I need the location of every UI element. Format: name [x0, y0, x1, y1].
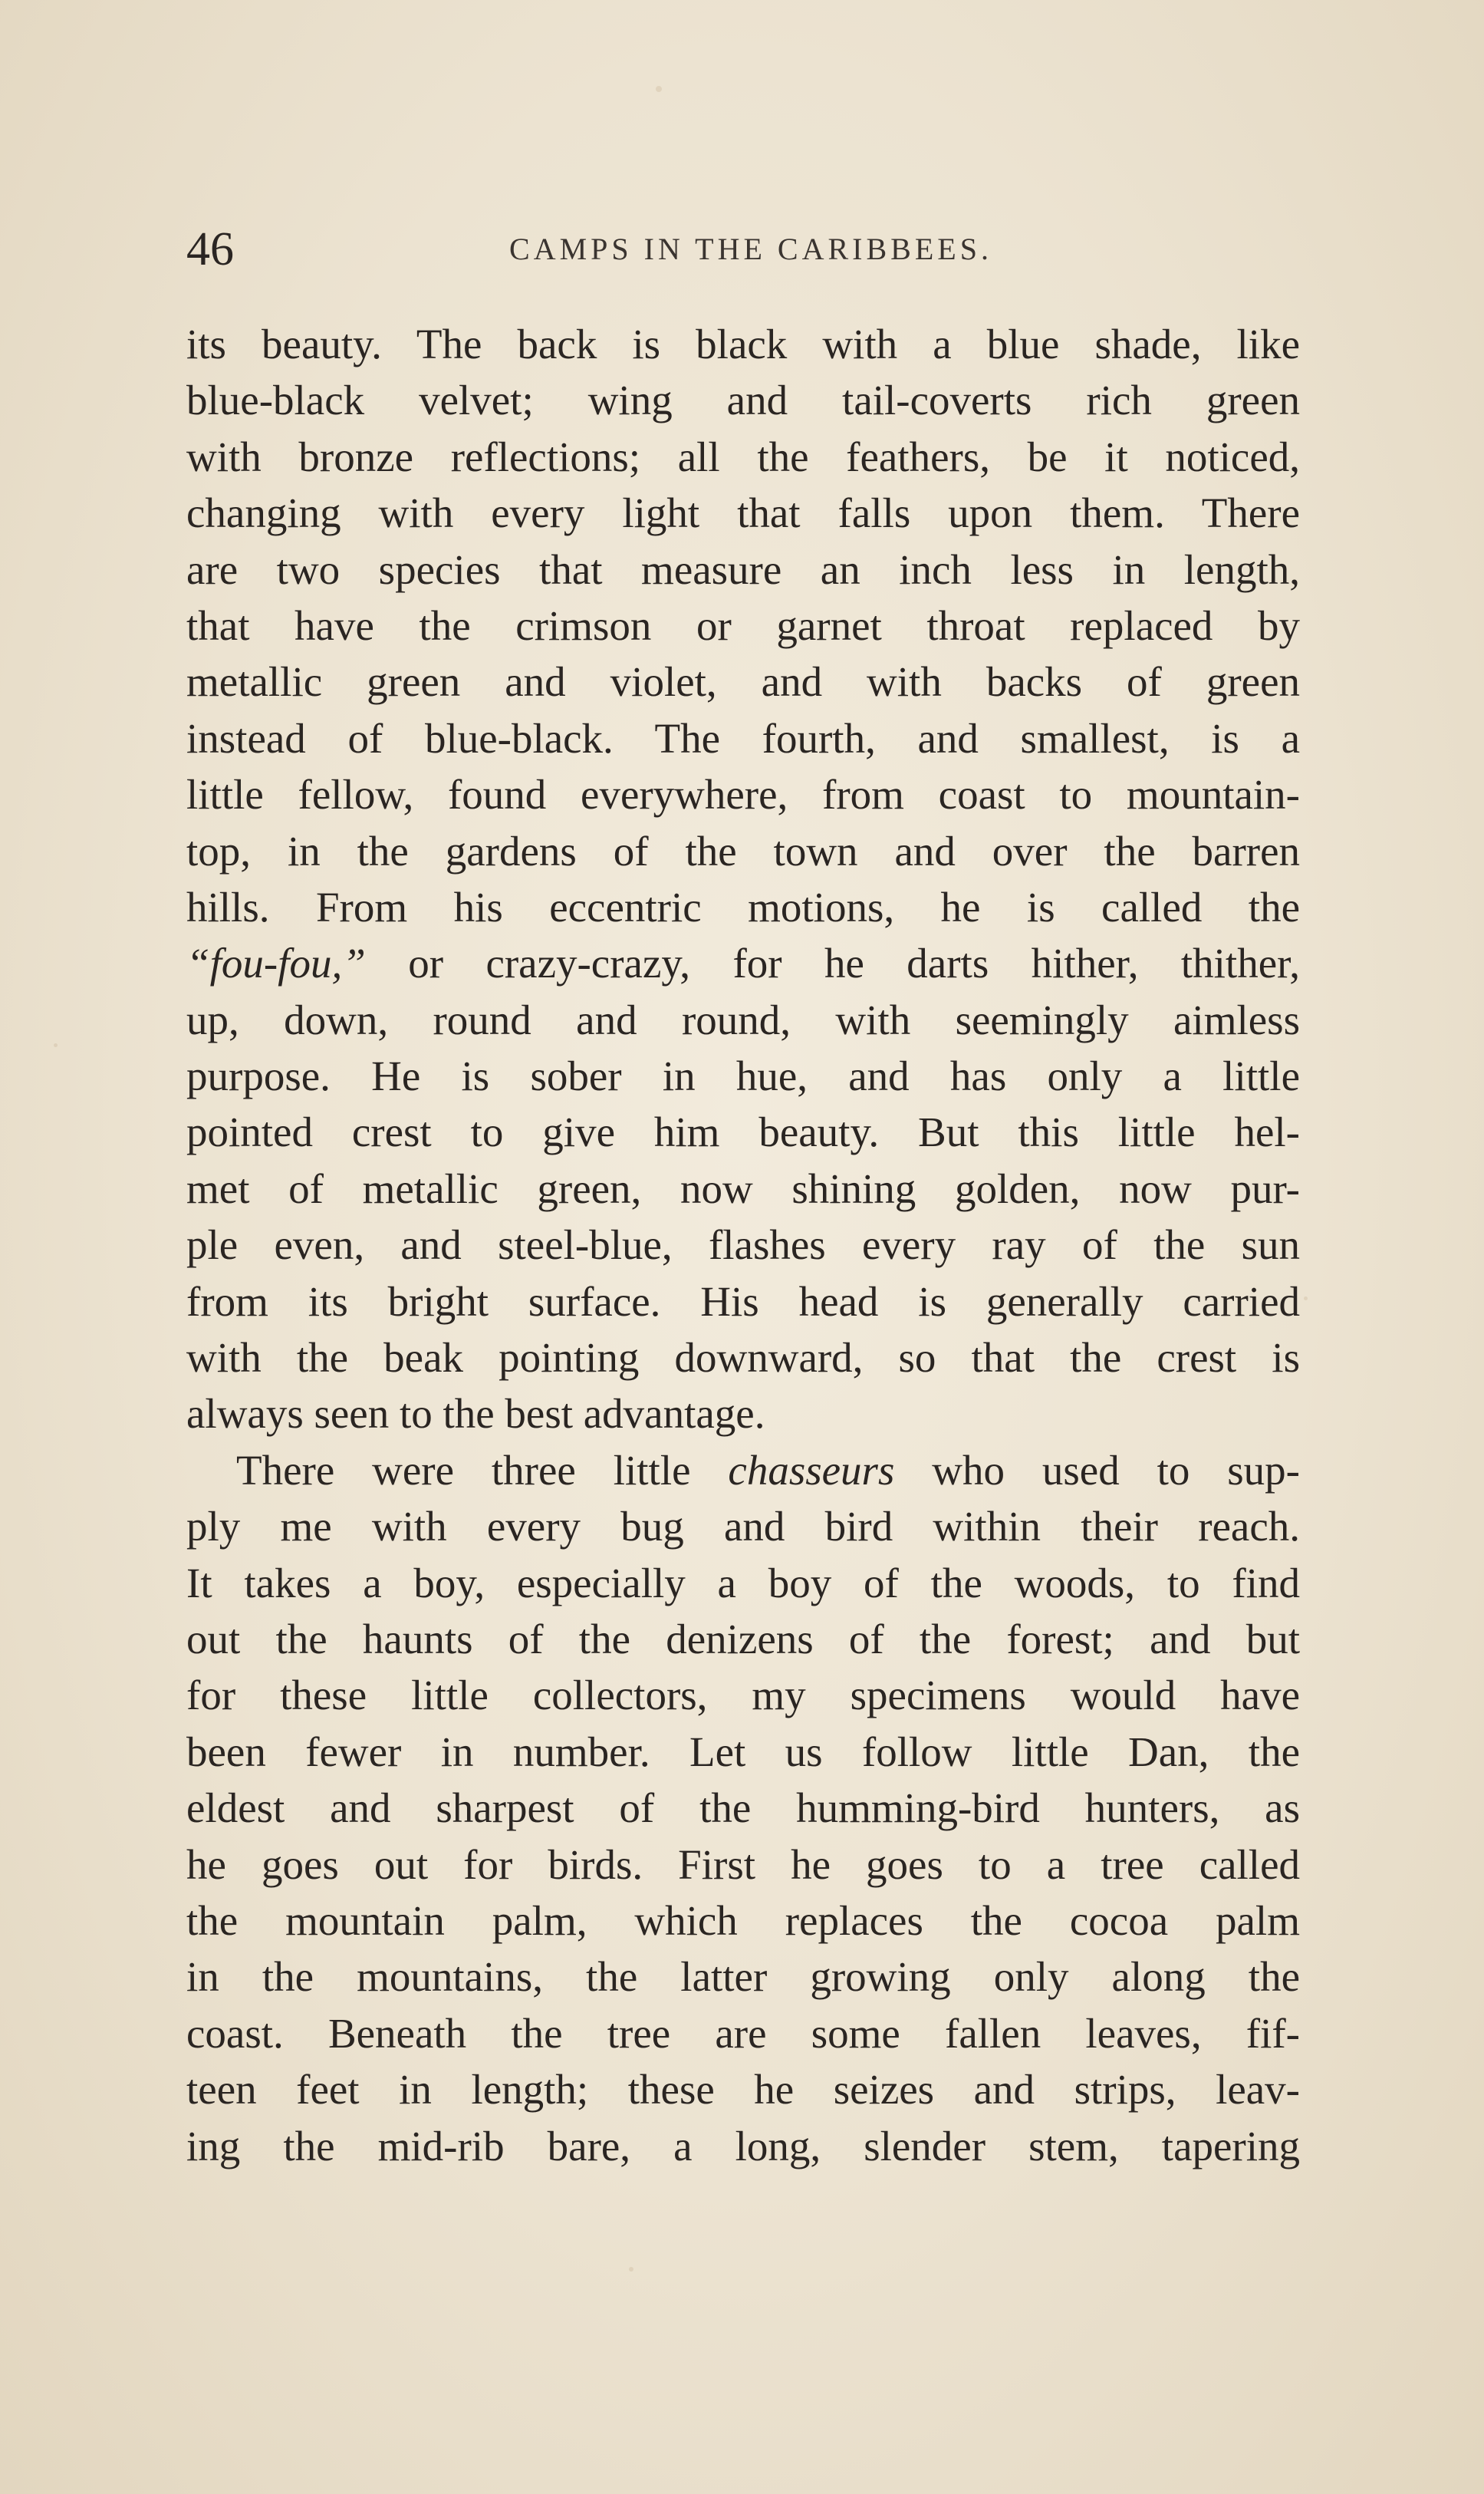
text-line — [186, 1442, 1300, 1498]
text-line: with bronze reflections; all the feathers, be it noticed, — [186, 433, 1300, 480]
text-line: It takes a boy, especially a boy of the woods, to find — [186, 1559, 1300, 1606]
paper-foxing-spot — [656, 86, 662, 92]
text-line: top, in the gardens of the town and over the barren — [186, 827, 1300, 875]
text-line: in the mountains, the latter growing only along the — [186, 1953, 1300, 2001]
text-run: who used to sup- — [894, 1446, 1300, 1494]
text-line: eldest and sharpest of the humming-bird hunters, as — [186, 1784, 1300, 1832]
page-header — [186, 219, 1300, 280]
text-run: or crazy-crazy, for he darts hither, thither, — [365, 940, 1300, 987]
page-number: 46 — [186, 223, 234, 275]
text-line: teen feet in length; these he seizes and strips, leav- — [186, 2066, 1300, 2113]
text-line: changing with every light that falls upon them. There — [186, 489, 1300, 537]
paper-foxing-spot — [629, 2267, 633, 2272]
text-line — [186, 935, 1300, 991]
paper-foxing-spot — [54, 1043, 58, 1047]
text-line: met of metallic green, now shining golden, now pur- — [186, 1165, 1300, 1212]
paragraph-1 — [186, 316, 1300, 1442]
text-line: metallic green and violet, and with backs of green — [186, 658, 1300, 706]
text-line: that have the crimson or garnet throat replaced by — [186, 601, 1300, 649]
body-text — [186, 316, 1300, 2174]
text-line: pointed crest to give him beauty. But this little hel- — [186, 1109, 1300, 1156]
text-line: ing the mid-rib bare, a long, slender stem, tapering — [186, 2122, 1300, 2169]
text-line: from its bright surface. His head is generally carried — [186, 1277, 1300, 1325]
text-line: its beauty. The back is black with a blue shade, like — [186, 321, 1300, 367]
paragraph-2 — [186, 1442, 1300, 2174]
text-line: up, down, round and round, with seemingly aimless — [186, 996, 1300, 1043]
text-line: ply me with every bug and bird within their reach. — [186, 1503, 1300, 1550]
text-line: blue-black velvet; wing and tail-coverts rich green — [186, 377, 1300, 424]
italic-term: chasseurs — [728, 1446, 895, 1494]
text-line: are two species that measure an inch less in length, — [186, 545, 1300, 593]
text-line: instead of blue-black. The fourth, and smallest, is a — [186, 714, 1300, 762]
text-line: hills. From his eccentric motions, he is called the — [186, 883, 1300, 931]
text-line: little fellow, found everywhere, from coast to mountain- — [186, 771, 1300, 819]
text-line: for these little collectors, my specimens would have — [186, 1672, 1300, 1719]
text-line: the mountain palm, which replaces the cocoa palm — [186, 1896, 1300, 1944]
paper-foxing-spot — [1304, 1296, 1308, 1300]
text-line: always seen to the best advantage. — [186, 1390, 765, 1438]
text-line: coast. Beneath the tree are some fallen leaves, fif- — [186, 2009, 1300, 2057]
text-line: been fewer in number. Let us follow little Dan, the — [186, 1728, 1300, 1775]
text-line: ple even, and steel-blue, flashes every ray of the sun — [186, 1221, 1300, 1269]
text-line: he goes out for birds. First he goes to a tree called — [186, 1840, 1300, 1888]
text-line: purpose. He is sober in hue, and has only a little — [186, 1053, 1300, 1100]
text-run: There were three little — [236, 1446, 729, 1494]
text-line: out the haunts of the denizens of the forest; and but — [186, 1615, 1300, 1662]
text-line: with the beak pointing downward, so that the crest is — [186, 1334, 1300, 1382]
italic-term: “fou-fou,” — [186, 940, 366, 987]
running-title: CAMPS IN THE CARIBBEES. — [509, 232, 992, 266]
